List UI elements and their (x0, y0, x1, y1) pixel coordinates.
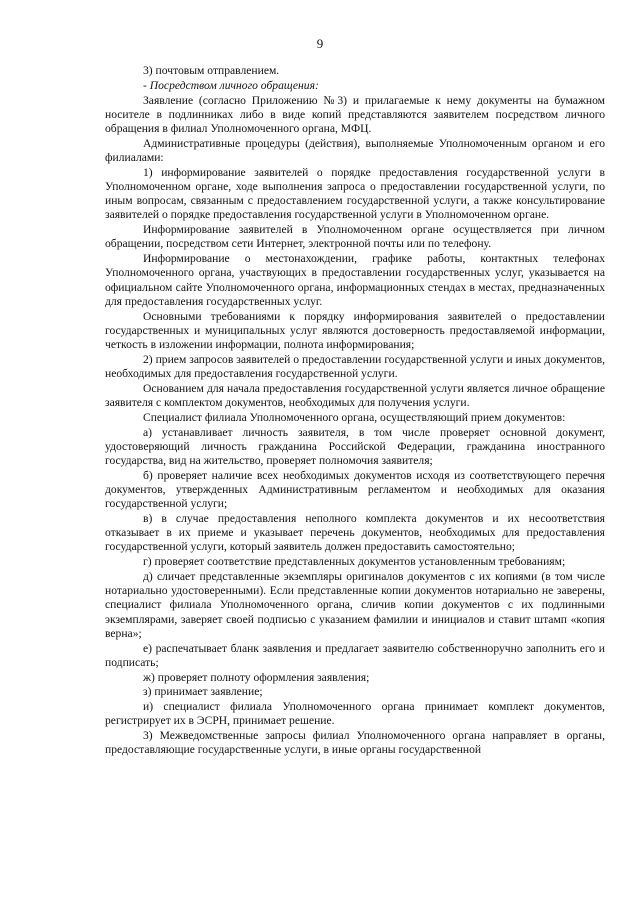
paragraph: Заявление (согласно Приложению №3) и прилагаемые к нему документы на бумажном носителе в подлинниках либо в виде копий представляются заявителем посредством личного обращения в филиал Уполномоченного органа, МФЦ. (105, 93, 605, 135)
paragraph: б) проверяет наличие всех необходимых документов исходя из соответствующего перечня документов, утвержденных Административным регламентом и необходимых для оказания государственной услуги; (105, 468, 605, 511)
paragraph: 3) почтовым отправлением. (143, 64, 280, 77)
paragraph: 3) Межведомственные запросы филиал Уполномоченного органа направляет в органы, предоставляющие государственные услуги, в иные органы государственной (105, 729, 605, 757)
document-body (105, 64, 605, 758)
paragraph: - Посредством личного обращения: (143, 78, 319, 92)
paragraph: Административные процедуры (действия), выполняемые Уполномоченным органом и его филиалами: (105, 136, 605, 164)
paragraph: е) распечатывает бланк заявления и предлагает заявителю собственноручно заполнить его и подписать; (105, 641, 605, 669)
paragraph: 2) прием запросов заявителей о предоставлении государственной услуги и иных документов, необходимых для предоставления государственной услуги. (105, 352, 605, 381)
paragraph: ж) проверяет полноту оформления заявления; (143, 670, 370, 684)
paragraph: Информирование о местонахождении, графике работы, контактных телефонах Уполномоченного органа, участвующих в предоставлении государственных услуг, указывается на официальном сайте Уполномоченного органа, информационных стендах в местах, предназначенных для предоставления государственных услуг. (105, 252, 605, 308)
paragraph: Информирование заявителей в Уполномоченном органе осуществляется при личном обращении, посредством сети Интернет, электронной почты или по телефону. (105, 223, 605, 251)
paragraph: а) устанавливает личность заявителя, в том числе проверяет основной документ, удостоверяющий личность гражданина Российской Федерации, гражданина иностранного государства, вид на жительство, проверяет полномочия заявителя; (105, 425, 605, 468)
paragraph: Специалист филиала Уполномоченного органа, осуществляющий прием документов: (143, 410, 566, 424)
paragraph: Основными требованиями к порядку информирования заявителей о предоставлении государственных и муниципальных услуг являются достоверность предоставляемой информации, четкость в изложении информации, полнота информирования; (105, 309, 605, 352)
paragraph: г) проверяет соответствие представленных документов установленным требованиям; (143, 555, 566, 569)
paragraph: Основанием для начала предоставления государственной услуги является личное обращение заявителя с комплектом документов, необходимых для получения услуги. (105, 381, 605, 410)
page-number: 9 (316, 36, 324, 51)
paragraph: д) сличает представленные экземпляры оригиналов документов с их копиями (в том числе нотариально удостоверенными). Если представленные копии документов нотариально не заверены, специалист филиала Уполномоченного органа, сличив копии документов с их подлинными экземплярами, заверяет своей подписью с указанием фамилии и инициалов и ставит штамп «копия верна»; (105, 570, 605, 640)
paragraph: и) специалист филиала Уполномоченного органа принимает комплект документов, регистрирует их в ЭСРН, принимает решение. (105, 700, 605, 728)
paragraph: з) принимает заявление; (143, 685, 263, 699)
paragraph: в) в случае предоставления неполного комплекта документов и их несоответствия отказывает в их приеме и указывает перечень документов, необходимых для предоставления государственной услуги, который заявитель должен предоставить самостоятельно; (105, 512, 605, 554)
paragraph: 1) информирование заявителей о порядке предоставления государственной услуги в Уполномоченном органе, ходе выполнения запроса о предоставлении государственной услуги, по иным вопросам, связанным с предоставлением государственной услуги, а также консультирование заявителей о порядке предоставления государственной услуги в Уполномоченном органе. (105, 165, 605, 222)
